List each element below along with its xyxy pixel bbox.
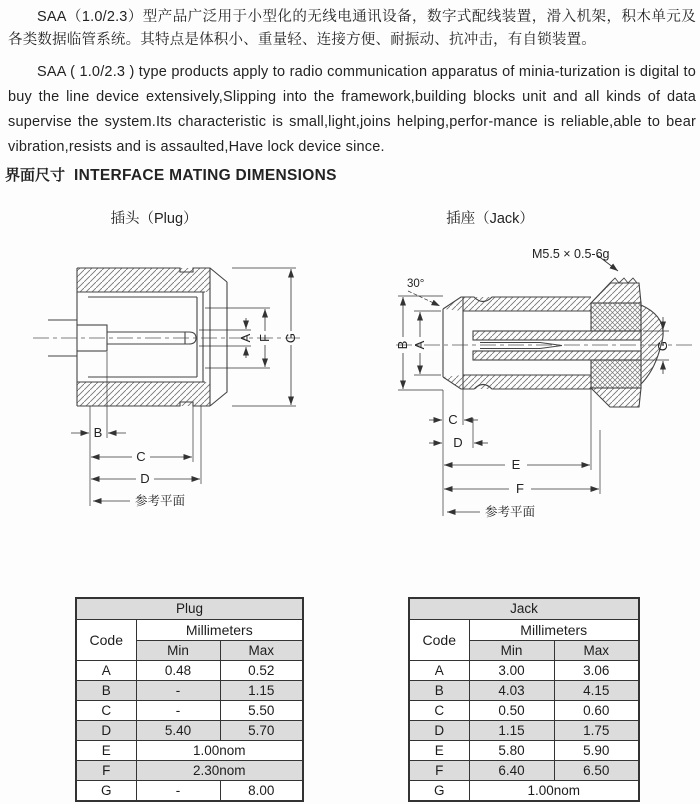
cell-min: 0.50 xyxy=(469,701,554,721)
table-row xyxy=(76,681,303,701)
plug-caption: 插头（Plug） xyxy=(110,211,198,227)
jack-ref-plane-label: 参考平面 xyxy=(485,505,536,519)
jack-dim-label-d: D xyxy=(453,435,463,450)
section-heading xyxy=(5,164,337,185)
cell-code: B xyxy=(76,681,136,701)
cell-max: 5.70 xyxy=(220,721,303,741)
table-row xyxy=(409,661,639,681)
cell-min: 4.03 xyxy=(469,681,554,701)
cell-code: F xyxy=(409,761,469,781)
plug-dim-label-f: F xyxy=(257,334,272,342)
cell-min: 0.48 xyxy=(136,661,220,681)
plug-table xyxy=(75,597,304,802)
plug-body-outline xyxy=(48,268,227,406)
cell-max: 5.90 xyxy=(554,741,639,761)
table-row xyxy=(409,721,639,741)
cell-max: 1.15 xyxy=(220,681,303,701)
plug-dim-label-b: B xyxy=(93,425,103,440)
plug-dim-label-c: C xyxy=(136,449,146,464)
cell-code: A xyxy=(409,661,469,681)
cell-code: F xyxy=(76,761,136,781)
cell-min: 3.00 xyxy=(469,661,554,681)
table-row xyxy=(76,661,303,681)
plug-dim-label-d: D xyxy=(140,471,150,486)
cell-max: 0.52 xyxy=(220,661,303,681)
jack-dim-label-f: F xyxy=(516,481,524,496)
section-heading-en: INTERFACE MATING DIMENSIONS xyxy=(74,167,337,184)
jack-angle-label: 30° xyxy=(407,278,425,290)
intro-paragraph-en: SAA ( 1.0/2.3 ) type products apply to radio communication apparatus of minia-turization is digital to buy the line device extensively,Slipping into the framework,building blocks unit and all kinds of data supervise the system.Its characteristic is small,light,joins helping,perfor-mance is reliable,able to bear vibration,resists and is assaulted,Have lock device since. xyxy=(8,64,696,155)
cell-nominal: 1.00nom xyxy=(469,781,639,802)
cell-code: G xyxy=(409,781,469,802)
jack-dim-label-e: E xyxy=(511,457,521,472)
table-row xyxy=(76,761,303,781)
cell-max: 5.50 xyxy=(220,701,303,721)
max-header: Max xyxy=(220,641,303,661)
cell-max: 6.50 xyxy=(554,761,639,781)
table-row xyxy=(409,781,639,802)
code-header: Code xyxy=(409,620,469,661)
plug-ref-plane-label: 参考平面 xyxy=(135,494,186,508)
table-row xyxy=(76,741,303,761)
cell-code: D xyxy=(76,721,136,741)
cell-code: B xyxy=(409,681,469,701)
cell-nominal: 1.00nom xyxy=(136,741,303,761)
min-header: Min xyxy=(136,641,220,661)
cell-min: - xyxy=(136,781,220,802)
jack-dim-label-c: C xyxy=(448,412,458,427)
cell-code: D xyxy=(409,721,469,741)
jack-thread-label: M5.5 × 0.5-6g xyxy=(532,247,610,261)
cell-max: 8.00 xyxy=(220,781,303,802)
table-row xyxy=(409,741,639,761)
table-row xyxy=(76,701,303,721)
jack-body-outline xyxy=(443,278,663,407)
cell-max: 0.60 xyxy=(554,701,639,721)
cell-max: 1.75 xyxy=(554,721,639,741)
table-row xyxy=(76,721,303,741)
cell-code: A xyxy=(76,661,136,681)
cell-code: G xyxy=(76,781,136,802)
jack-dim-label-a: A xyxy=(412,340,427,350)
plug-dim-label-g: G xyxy=(283,332,298,344)
max-header: Max xyxy=(554,641,639,661)
cell-code: C xyxy=(76,701,136,721)
section-heading-zh: 界面尺寸 xyxy=(5,167,66,184)
cell-min: 5.40 xyxy=(136,721,220,741)
table-row xyxy=(409,681,639,701)
jack-table xyxy=(408,597,640,802)
jack-dim-label-g: G xyxy=(655,340,670,352)
jack-dim-label-b: B xyxy=(395,340,410,350)
table-title: Jack xyxy=(409,598,639,620)
plug-drawing xyxy=(28,238,305,523)
cell-nominal: 2.30nom xyxy=(136,761,303,781)
cell-min: - xyxy=(136,701,220,721)
unit-header: Millimeters xyxy=(469,620,639,641)
table-row xyxy=(409,701,639,721)
cell-code: C xyxy=(409,701,469,721)
jack-drawing xyxy=(393,231,700,531)
cell-max: 4.15 xyxy=(554,681,639,701)
code-header: Code xyxy=(76,620,136,661)
cell-code: E xyxy=(76,741,136,761)
min-header: Min xyxy=(469,641,554,661)
cell-max: 3.06 xyxy=(554,661,639,681)
plug-dim-label-a: A xyxy=(238,333,253,343)
cell-min: 5.80 xyxy=(469,741,554,761)
table-row xyxy=(76,781,303,802)
cell-min: - xyxy=(136,681,220,701)
table-row xyxy=(409,761,639,781)
unit-header: Millimeters xyxy=(136,620,303,641)
cell-min: 1.15 xyxy=(469,721,554,741)
intro-paragraph-zh: SAA（1.0/2.3）型产品广泛用于小型化的无线电通讯设备，数字式配线装置，滑入机架，积木单元及各类数据临管系统。其特点是体积小、重量轻、连接方便、耐振动、抗冲击，有自锁装置。 xyxy=(8,9,696,48)
jack-caption: 插座（Jack） xyxy=(446,211,534,227)
table-title: Plug xyxy=(76,598,303,620)
cell-code: E xyxy=(409,741,469,761)
cell-min: 6.40 xyxy=(469,761,554,781)
